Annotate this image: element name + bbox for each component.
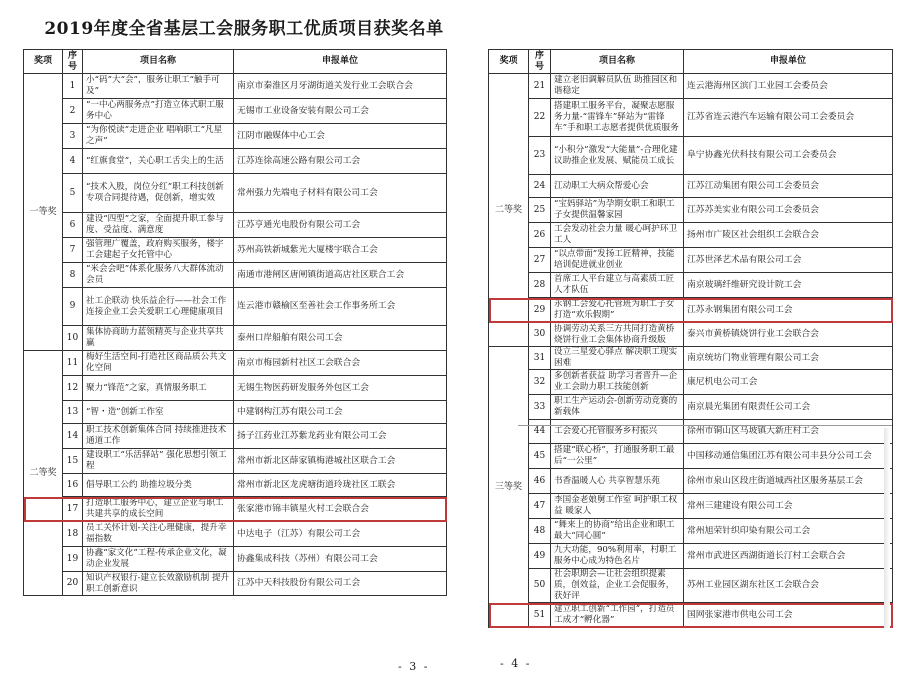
applicant-unit-cell: 苏州工业园区湖东社区工会联合会 <box>684 569 893 603</box>
table-row <box>24 99 447 124</box>
project-name-cell: 搭建“联心桥”，打通服务职工最后“一公里” <box>551 444 684 469</box>
project-name-cell: 小“码”大“会”，服务让职工“触手可及” <box>83 74 234 99</box>
header-unit: 申报单位 <box>684 50 893 74</box>
project-name-cell: 聚力“锋范”之家，真情服务职工 <box>83 376 234 401</box>
applicant-unit-cell: 江阴市融媒体中心工会 <box>234 124 447 149</box>
applicant-unit-cell: 常州市新北区薛家镇梅港城社区联合工会 <box>234 449 447 474</box>
applicant-unit-cell: 康尼机电公司工会 <box>684 370 893 395</box>
header-project: 项目名称 <box>83 50 234 74</box>
applicant-unit-cell: 江苏世泽艺术品有限公司工会 <box>684 248 893 273</box>
table-row <box>24 497 447 522</box>
row-number-cell: 19 <box>63 547 83 572</box>
project-name-cell: 员工关怀计划-关注心理健康，提升幸福指数 <box>83 522 234 547</box>
row-number-cell: 29 <box>529 298 551 323</box>
applicant-unit-cell: 南京玻璃纤维研究设计院工会 <box>684 273 893 298</box>
project-name-cell: 搭建职工服务平台，凝聚志愿服务力量-“雷锋车”驿站为“雷锋车”手和职工志愿者提供优质服务 <box>551 99 684 137</box>
project-name-cell: 协鑫“家文化”工程-传承企业文化，凝动企业发展 <box>83 547 234 572</box>
project-name-cell: 建立老旧调解员队伍 助推园区和谐稳定 <box>551 74 684 99</box>
applicant-unit-cell: 常州市武进区西湖街道长汀村工会联合会 <box>684 544 893 569</box>
table-row <box>24 174 447 213</box>
applicant-unit-cell: 国网张家港市供电公司工会 <box>684 603 893 628</box>
applicant-unit-cell: 江苏亨通光电股份有限公司工会 <box>234 213 447 238</box>
row-number-cell: 51 <box>529 603 551 628</box>
row-number-cell: 45 <box>529 444 551 469</box>
row-number-cell: 33 <box>529 395 551 420</box>
table-row <box>489 175 893 198</box>
applicant-unit-cell: 江苏省连云港汽车运输有限公司工会委员会 <box>684 99 893 137</box>
table-row <box>489 323 893 347</box>
project-name-cell: 知识产权银行-建立长效激励机制 提升职工创新意识 <box>83 572 234 596</box>
applicant-unit-cell: 连云港市赣榆区至善社会工作事务所工会 <box>234 288 447 326</box>
applicant-unit-cell: 南京市梅园新村社区工会联合会 <box>234 351 447 376</box>
table-row <box>24 522 447 547</box>
row-number-cell: 9 <box>63 288 83 326</box>
row-number-cell: 1 <box>63 74 83 99</box>
applicant-unit-cell: 泰兴市黄桥镇烧饼行业工会联合会 <box>684 323 893 347</box>
applicant-unit-cell: 江苏永钢集团有限公司工会 <box>684 298 893 323</box>
applicant-unit-cell: 连云港海州区滨门工业园工会委员会 <box>684 74 893 99</box>
row-number-cell: 44 <box>529 420 551 444</box>
project-name-cell: 倡导职工公约 助推垃圾分类 <box>83 474 234 497</box>
applicant-unit-cell: 中国移动通信集团江苏有限公司丰县分公司工会 <box>684 444 893 469</box>
table-row <box>24 149 447 174</box>
project-name-cell: “技术入股，岗位分红”职工科技创新专项合同提待遇，促创新，增实效 <box>83 174 234 213</box>
row-number-cell: 12 <box>63 376 83 401</box>
table-row <box>24 263 447 288</box>
project-name-cell: 工会发动社会力量 暖心呵护环卫工人 <box>551 223 684 248</box>
table-row <box>489 223 893 248</box>
header-award: 奖项 <box>24 50 63 74</box>
table-row <box>24 376 447 401</box>
table-row <box>24 449 447 474</box>
table-row <box>489 494 893 519</box>
header-award: 奖项 <box>489 50 529 74</box>
table-row <box>24 74 447 99</box>
row-number-cell: 22 <box>529 99 551 137</box>
applicant-unit-cell: 江苏江动集团有限公司工会委员会 <box>684 175 893 198</box>
table-row <box>489 298 893 323</box>
table-row <box>489 444 893 469</box>
table-row <box>489 347 893 370</box>
applicant-unit-cell: 常州市新北区龙虎塘街道玲珑社区工联会 <box>234 474 447 497</box>
table-row <box>489 370 893 395</box>
row-number-cell: 25 <box>529 198 551 223</box>
table-row <box>24 288 447 326</box>
project-name-cell: 江动职工大病众帮爱心会 <box>551 175 684 198</box>
applicant-unit-cell: 江苏中天科技股份有限公司工会 <box>234 572 447 596</box>
table-row <box>489 395 893 420</box>
table-row <box>489 248 893 273</box>
page-number-right: - 4 - <box>500 657 532 670</box>
row-number-cell: 27 <box>529 248 551 273</box>
table-row <box>489 273 893 298</box>
row-number-cell: 3 <box>63 124 83 149</box>
table-row <box>24 474 447 497</box>
row-number-cell: 46 <box>529 469 551 494</box>
row-number-cell: 13 <box>63 401 83 424</box>
project-name-cell: 强管理广覆盖，政府购买服务，楼宇工会建起子女托管中心 <box>83 238 234 263</box>
applicant-unit-cell: 阜宁协鑫光伏科技有限公司工会委员会 <box>684 137 893 175</box>
applicant-unit-cell: 泰州口岸船舶有限公司工会 <box>234 326 447 351</box>
table-row <box>489 544 893 569</box>
applicant-unit-cell: 扬子江药业江苏紫龙药业有限公司工会 <box>234 424 447 449</box>
applicant-unit-cell: 南京市秦淮区月牙湖街道关发行业工会联合会 <box>234 74 447 99</box>
applicant-unit-cell: 常州强力先端电子材料有限公司工会 <box>234 174 447 213</box>
table-row <box>24 326 447 351</box>
header-unit: 申报单位 <box>234 50 447 74</box>
project-name-cell: 社工企联动 快乐益企行——社会工作连接企业工会关爱职工心理健康项目 <box>83 288 234 326</box>
project-name-cell: 建设职工“乐活驿站” 强化思想引领工程 <box>83 449 234 474</box>
applicant-unit-cell: 徐州市泉山区段庄街道城西社区服务基层工会 <box>684 469 893 494</box>
row-number-cell: 50 <box>529 569 551 603</box>
page-number-left: - 3 - <box>398 660 430 673</box>
award-level-cell: 二等奖 <box>24 351 63 596</box>
row-number-cell: 48 <box>529 519 551 544</box>
table-row <box>24 351 447 376</box>
table-row <box>489 420 893 444</box>
table-row <box>489 137 893 175</box>
row-number-cell: 11 <box>63 351 83 376</box>
applicant-unit-cell: 张家港市锦丰镇星火村工会联合会 <box>234 497 447 522</box>
project-name-cell: 永钢工会爱心托管班为职工子女打造“欢乐假期” <box>551 298 684 323</box>
row-number-cell: 5 <box>63 174 83 213</box>
row-number-cell: 15 <box>63 449 83 474</box>
project-name-cell: 工会爱心托管服务乡村振兴 <box>551 420 684 444</box>
award-level-cell: 二等奖 <box>489 74 529 347</box>
project-name-cell: 梅好生活空间-打造社区商品质公共文化空间 <box>83 351 234 376</box>
row-number-cell: 10 <box>63 326 83 351</box>
table-row <box>24 238 447 263</box>
project-name-cell: “智・造”创新工作室 <box>83 401 234 424</box>
applicant-unit-cell: 无锡生物医药研发服务外包区工会 <box>234 376 447 401</box>
project-name-cell: “宝妈驿站”为孕期女职工和职工子女提供温馨家园 <box>551 198 684 223</box>
row-number-cell: 6 <box>63 213 83 238</box>
page-shadow <box>884 428 890 628</box>
applicant-unit-cell: 南通市港闸区唐闸镇街道高店社区联合工会 <box>234 263 447 288</box>
project-name-cell: “红旗食堂”，关心职工舌尖上的生活 <box>83 149 234 174</box>
applicant-unit-cell: 江苏苏美实业有限公司工会委员会 <box>684 198 893 223</box>
award-level-cell: 一等奖 <box>24 74 63 351</box>
row-number-cell: 4 <box>63 149 83 174</box>
row-number-cell: 2 <box>63 99 83 124</box>
applicant-unit-cell: 徐州市铜山区马坡镇大新庄村工会 <box>684 420 893 444</box>
project-name-cell: 建立职工创新“工作园”，打造员工成才“孵化器” <box>551 603 684 628</box>
applicant-unit-cell: 扬州市广陵区社会组织工会联合会 <box>684 223 893 248</box>
applicant-unit-cell: 南京晨光集团有限责任公司工会 <box>684 395 893 420</box>
table-row <box>489 99 893 137</box>
table-row <box>24 572 447 596</box>
row-number-cell: 30 <box>529 323 551 347</box>
project-name-cell: 多创新者获益 助学习者晋升—企业工会助力职工技能创新 <box>551 370 684 395</box>
project-name-cell: “小积分”激发“大能量”-合理化建议助推企业发展、赋能员工成长 <box>551 137 684 175</box>
table-row <box>489 74 893 99</box>
row-number-cell: 31 <box>529 347 551 370</box>
applicant-unit-cell: 中建钢构江苏有限公司工会 <box>234 401 447 424</box>
applicant-unit-cell: 无锡市工业设备安装有限公司工会 <box>234 99 447 124</box>
project-name-cell: 职工技术创新集体合同 持续推进技术通道工作 <box>83 424 234 449</box>
row-number-cell: 47 <box>529 494 551 519</box>
applicant-unit-cell: 南京统坊门物业管理有限公司工会 <box>684 347 893 370</box>
row-number-cell: 17 <box>63 497 83 522</box>
header-no: 序号 <box>63 50 83 74</box>
page-gap-line <box>518 425 892 426</box>
table-row <box>489 603 893 628</box>
row-number-cell: 49 <box>529 544 551 569</box>
header-no: 序号 <box>529 50 551 74</box>
table-row <box>24 547 447 572</box>
row-number-cell: 21 <box>529 74 551 99</box>
row-number-cell: 26 <box>529 223 551 248</box>
table-row <box>24 124 447 149</box>
project-name-cell: “米会会吧”体系化服务八大群体流动会员 <box>83 263 234 288</box>
applicant-unit-cell: 中达电子（江苏）有限公司工会 <box>234 522 447 547</box>
project-name-cell: 社会职期会—让社会组织提素质，创效益，企业工会促服务，获好评 <box>551 569 684 603</box>
row-number-cell: 28 <box>529 273 551 298</box>
project-name-cell: 九大功能，90%利用率，村职工服务中心成为特色名片 <box>551 544 684 569</box>
project-name-cell: “以点带面”发扬工匠精神，技能培训促进就业创业 <box>551 248 684 273</box>
project-name-cell: 建设“四型”之家，全面提升职工参与度、受益度、满意度 <box>83 213 234 238</box>
row-number-cell: 18 <box>63 522 83 547</box>
table-row <box>489 198 893 223</box>
row-number-cell: 8 <box>63 263 83 288</box>
row-number-cell: 7 <box>63 238 83 263</box>
project-name-cell: 书香温暖人心 共享智慧乐苑 <box>551 469 684 494</box>
table-row <box>489 519 893 544</box>
applicant-unit-cell: 苏州高铁新城紫光大厦楼宇联合工会 <box>234 238 447 263</box>
award-table-right <box>488 49 893 628</box>
row-number-cell: 16 <box>63 474 83 497</box>
award-level-cell: 三等奖 <box>489 347 529 628</box>
table-row <box>24 401 447 424</box>
row-number-cell: 20 <box>63 572 83 596</box>
table-row <box>24 213 447 238</box>
page-title: 2019年度全省基层工会服务职工优质项目获奖名单 <box>44 19 444 39</box>
project-name-cell: “为你悦读”走进企业 唱响职工“凡星之声” <box>83 124 234 149</box>
row-number-cell: 24 <box>529 175 551 198</box>
award-table-left <box>23 49 447 596</box>
row-number-cell: 14 <box>63 424 83 449</box>
applicant-unit-cell: 协鑫集成科技（苏州）有限公司工会 <box>234 547 447 572</box>
project-name-cell: 首席工人平台建立与高素质工匠人才队伍 <box>551 273 684 298</box>
applicant-unit-cell: 江苏连徐高速公路有限公司工会 <box>234 149 447 174</box>
row-number-cell: 23 <box>529 137 551 175</box>
applicant-unit-cell: 常州三建建设有限公司工会 <box>684 494 893 519</box>
project-name-cell: “舞来上的协商”给出企业和职工最大“同心圆” <box>551 519 684 544</box>
table-row <box>489 569 893 603</box>
applicant-unit-cell: 常州旭荣针织印染有限公司工会 <box>684 519 893 544</box>
project-name-cell: 职工生产运动会-创新劳动竞赛的新载体 <box>551 395 684 420</box>
project-name-cell: 设立三星爱心驿点 解决职工现实困难 <box>551 347 684 370</box>
table-row <box>24 424 447 449</box>
project-name-cell: 李国金老娘舅工作室 呵护职工权益 暖家人 <box>551 494 684 519</box>
project-name-cell: 集体协商助力蓝领精英与企业共享共赢 <box>83 326 234 351</box>
header-project: 项目名称 <box>551 50 684 74</box>
table-row <box>489 469 893 494</box>
project-name-cell: “一中心两服务点”打造立体式职工服务中心 <box>83 99 234 124</box>
project-name-cell: 协调劳动关系三方共同打造黄桥烧饼行业工会集体协商升级版 <box>551 323 684 347</box>
row-number-cell: 32 <box>529 370 551 395</box>
project-name-cell: 打造职工服务中心，建立企业与职工共建共享的成长空间 <box>83 497 234 522</box>
